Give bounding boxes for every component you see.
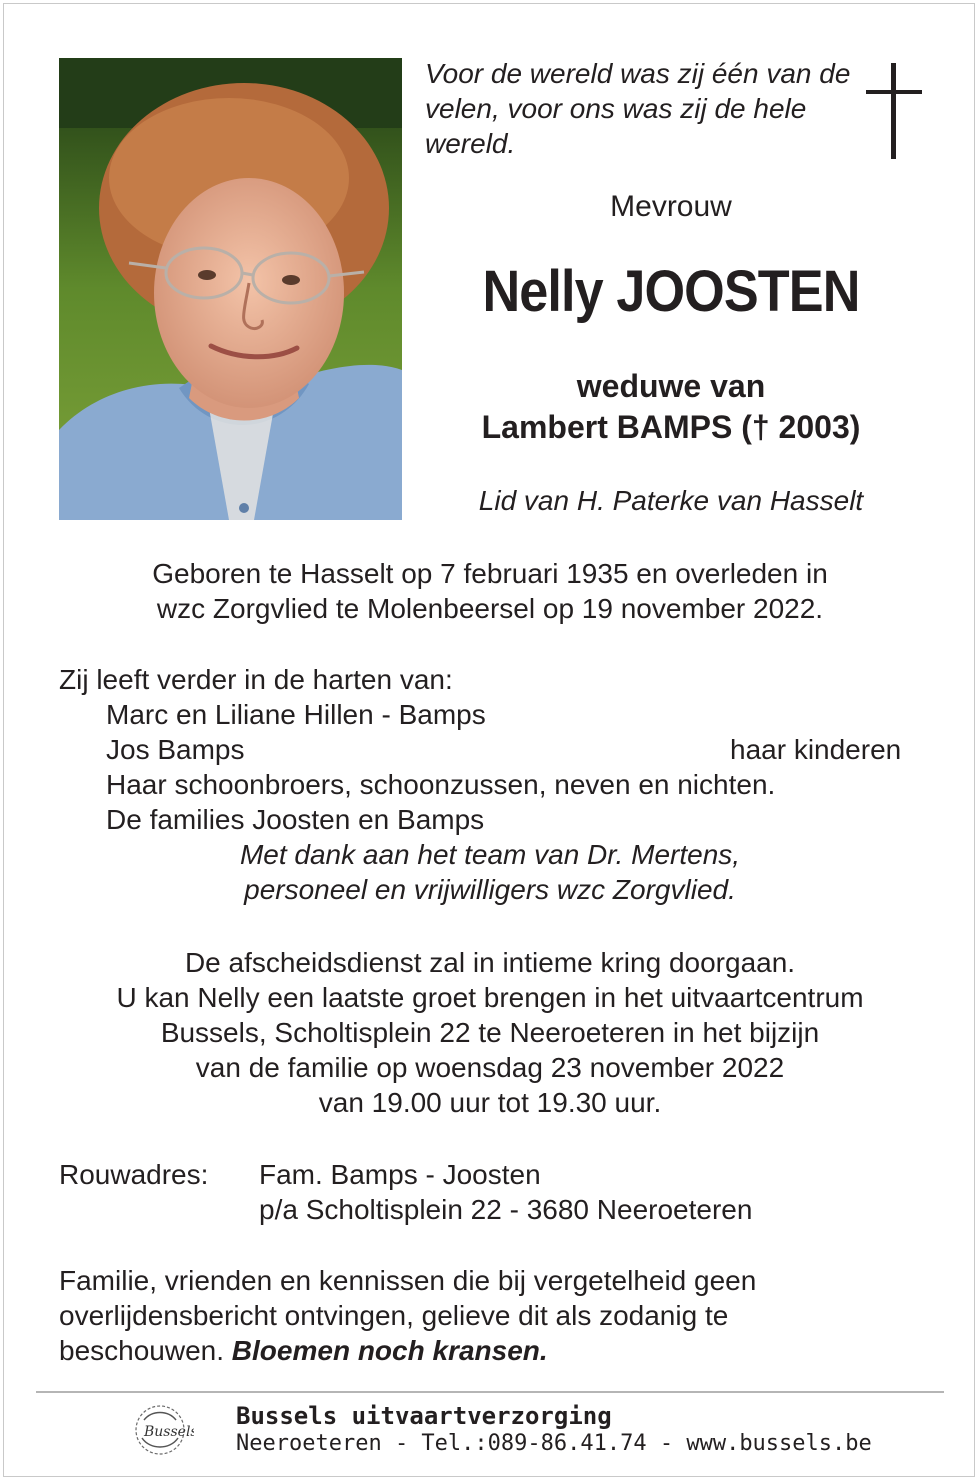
no-flowers-note: Bloemen noch kransen. <box>231 1335 548 1366</box>
survivor-line: De families Joosten en Bamps <box>106 804 485 835</box>
company-contact: Neeroeteren - Tel.:089-86.41.74 - www.bussels.be <box>236 1431 872 1456</box>
survivor-line: Marc en Liliane Hillen - Bamps <box>106 699 486 730</box>
survivor-line: Haar schoonbroers, schoonzussen, neven en nichten. <box>106 769 776 800</box>
spouse-name: Lambert BAMPS († 2003) <box>481 409 861 445</box>
service-line: van de familie op woensdag 23 november 2022 <box>195 1052 785 1083</box>
survivor-line: Jos Bamps <box>106 734 245 765</box>
birth-death-line-1: Geboren te Hasselt op 7 februari 1935 en overleden in <box>152 558 828 589</box>
service-line: De afscheidsdienst zal in intieme kring doorgaan. <box>184 947 796 978</box>
birth-death-line-2: wzc Zorgvlied te Molenbeersel op 19 november 2022. <box>156 593 824 624</box>
service-line: Bussels, Scholtisplein 22 te Neeroeteren in het bijzijn <box>160 1017 820 1048</box>
notice-line: Familie, vrienden en kennissen die bij vergetelheid geen <box>59 1265 757 1296</box>
survivors-intro: Zij leeft verder in de harten van: <box>59 664 453 695</box>
logo-text: Bussels <box>144 1424 194 1440</box>
notice-line: overlijdensbericht ontvingen, gelieve dit als zodanig te <box>59 1300 729 1331</box>
address-line-2: p/a Scholtisplein 22 - 3680 Neeroeteren <box>259 1194 753 1225</box>
cross-icon <box>866 63 922 159</box>
address-line-1: Fam. Bamps - Joosten <box>259 1159 541 1190</box>
widow-label: weduwe van <box>576 368 766 404</box>
footer-divider <box>36 1391 944 1393</box>
deceased-name: Nelly JOOSTEN <box>482 259 860 324</box>
portrait-photo <box>59 58 402 520</box>
service-line: van 19.00 uur tot 19.30 uur. <box>318 1087 662 1118</box>
salutation: Mevrouw <box>610 190 732 223</box>
company-name: Bussels uitvaartverzorging <box>236 1402 612 1430</box>
thanks-line-2: personeel en vrijwilligers wzc Zorgvlied. <box>244 874 736 905</box>
service-line: U kan Nelly een laatste groet brengen in het uitvaartcentrum <box>116 982 864 1013</box>
memorial-motto: Voor de wereld was zij één van de velen, voor ons was zij de hele wereld. <box>425 58 851 159</box>
children-label: haar kinderen <box>730 734 902 765</box>
thanks-line-1: Met dank aan het team van Dr. Mertens, <box>239 839 741 870</box>
notice-line: beschouwen. <box>59 1335 225 1366</box>
bussels-logo <box>130 1402 194 1458</box>
membership-note: Lid van H. Paterke van Hasselt <box>478 485 864 516</box>
notice-line-3 <box>59 1333 548 1368</box>
address-label: Rouwadres: <box>59 1159 209 1190</box>
